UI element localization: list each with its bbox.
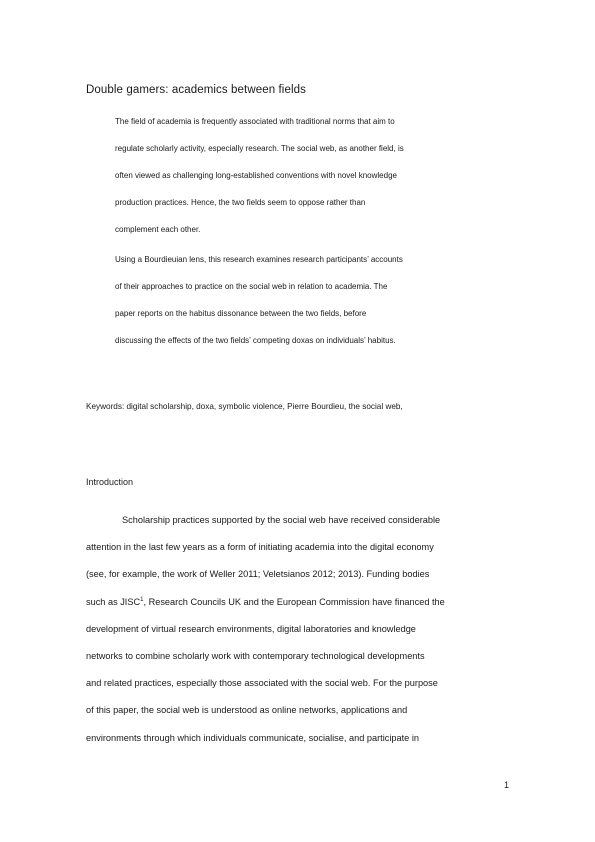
body-line: networks to combine scholarly work with contemporary technological developments xyxy=(86,650,425,661)
abstract-line: often viewed as challenging long-established conventions with novel knowledge xyxy=(115,171,397,180)
abstract-line: production practices. Hence, the two fields seem to oppose rather than xyxy=(115,198,366,207)
abstract-line: complement each other. xyxy=(115,225,201,234)
introduction-heading: Introduction xyxy=(86,477,134,487)
body-line: Scholarship practices supported by the social web have received considerable xyxy=(122,515,441,525)
abstract-line: regulate scholarly activity, especially research. The social web, as another field, is xyxy=(115,144,404,153)
abstract-line: discussing the effects of the two fields’ competing doxas on individuals’ habitus. xyxy=(115,336,396,345)
body-line: development of virtual research environments, digital laboratories and knowledge xyxy=(86,623,416,634)
body-line: attention in the last few years as a form of initiating academia into the digital economy xyxy=(86,542,434,553)
body-line: (see, for example, the work of Weller 2011; Veletsianos 2012; 2013). Funding bodies xyxy=(86,569,430,580)
abstract-line: of their approaches to practice on the social web in relation to academia. The xyxy=(115,282,388,291)
abstract-paragraph-2 xyxy=(115,246,495,354)
abstract-line: The field of academia is frequently associated with traditional norms that aim to xyxy=(115,117,395,126)
abstract-line: paper reports on the habitus dissonance between the two fields, before xyxy=(115,309,367,318)
abstract-line: Using a Bourdieuian lens, this research examines research participants’ accounts xyxy=(115,255,403,264)
body-line: of this paper, the social web is understood as online networks, applications and xyxy=(86,705,408,716)
page-number: 1 xyxy=(504,780,510,790)
body-text-fragment: , Research Councils UK and the European Commission have financed the xyxy=(143,596,445,607)
body-line-with-footnote xyxy=(86,589,506,616)
keywords-line: Keywords: digital scholarship, doxa, symbolic violence, Pierre Bourdieu, the social web, xyxy=(86,402,403,411)
body-line: and related practices, especially those associated with the social web. For the purpose xyxy=(86,678,438,689)
body-text-fragment: such as JISC xyxy=(86,596,141,607)
footnote-marker[interactable]: 1 xyxy=(140,596,144,603)
introduction-body xyxy=(86,507,506,752)
body-line: environments through which individuals communicate, socialise, and participate in xyxy=(86,732,419,743)
abstract-paragraph-1 xyxy=(115,108,495,243)
paper-title: Double gamers: academics between fields xyxy=(86,84,306,96)
